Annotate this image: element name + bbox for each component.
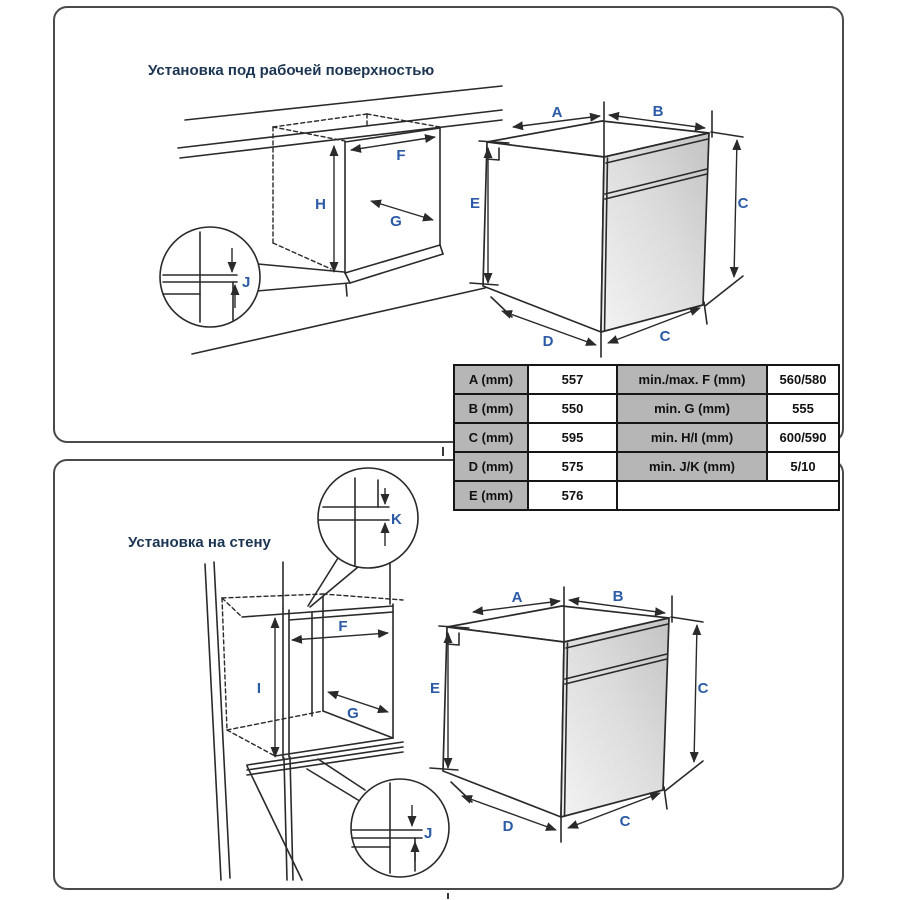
dim-value-cell: 595 <box>528 423 617 452</box>
dim-label-j: J <box>242 274 251 291</box>
dim-label-cell: min. J/K (mm) <box>617 452 767 481</box>
dim-value-cell: 560/580 <box>767 365 839 394</box>
dim-label-cell: C (mm) <box>454 423 528 452</box>
dim-label-cell: B (mm) <box>454 394 528 423</box>
dim-label-g: G <box>347 705 359 722</box>
table-row-e <box>454 481 839 510</box>
dim-label-g: G <box>390 213 402 230</box>
dim-value-cell: 5/10 <box>767 452 839 481</box>
dim-value-cell: 575 <box>528 452 617 481</box>
dim-label-c-bottom: C <box>619 813 631 830</box>
dim-value-cell: 576 <box>528 481 617 510</box>
dim-label-cell: E (mm) <box>454 481 528 510</box>
table-row-a <box>454 365 839 394</box>
dim-label-cell: min. G (mm) <box>617 394 767 423</box>
scan-artifact-mark <box>447 893 449 899</box>
dim-label-c-right: C <box>737 195 749 212</box>
dim-label-a: A <box>551 104 563 121</box>
dim-value-cell: 557 <box>528 365 617 394</box>
dim-value-cell: 555 <box>767 394 839 423</box>
empty-cell <box>617 481 839 510</box>
dim-label-j: J <box>424 825 433 842</box>
dim-label-cell: D (mm) <box>454 452 528 481</box>
top-gap-detail-callout <box>308 468 418 607</box>
scan-artifact-mark <box>442 447 444 456</box>
dim-label-cell: min./max. F (mm) <box>617 365 767 394</box>
dim-label-d: D <box>542 333 554 350</box>
gap-detail-callout <box>160 227 349 327</box>
dim-label-c-right: C <box>697 680 709 697</box>
table-row-b <box>454 394 839 423</box>
niche-edges <box>242 596 403 775</box>
dim-label-e: E <box>469 195 481 212</box>
undercounter-cabinet-diagram <box>130 82 500 374</box>
dim-label-cell: A (mm) <box>454 365 528 394</box>
dim-label-d: D <box>502 818 514 835</box>
dim-label-i: I <box>256 680 262 697</box>
dim-label-e: E <box>429 680 441 697</box>
dim-label-k: K <box>391 511 402 528</box>
dim-label-f: F <box>338 618 348 635</box>
dim-label-b: B <box>652 103 664 120</box>
dimension-table <box>453 364 840 511</box>
dim-label-h: H <box>315 196 326 213</box>
dim-label-b: B <box>612 588 624 605</box>
dim-label-cell: min. H/I (mm) <box>617 423 767 452</box>
niche-edges <box>345 128 443 296</box>
section-title-undercounter: Установка под рабочей поверхностью <box>148 62 435 79</box>
dimension-arrows <box>275 618 388 757</box>
oven-dimensions-diagram-bottom <box>415 580 715 850</box>
dim-label-a: A <box>511 589 523 606</box>
dim-label-c-bottom: C <box>659 328 671 345</box>
section-title-wall: Установка на стену <box>128 534 271 551</box>
oven-drawing <box>430 587 703 842</box>
table-row-c <box>454 423 839 452</box>
table-row-d <box>454 452 839 481</box>
dim-label-f: F <box>396 147 406 164</box>
oven-drawing <box>470 102 743 357</box>
oven-dimensions-diagram-top <box>455 95 755 365</box>
dim-value-cell: 600/590 <box>767 423 839 452</box>
detail-circle-k <box>318 468 418 568</box>
dim-value-cell: 550 <box>528 394 617 423</box>
